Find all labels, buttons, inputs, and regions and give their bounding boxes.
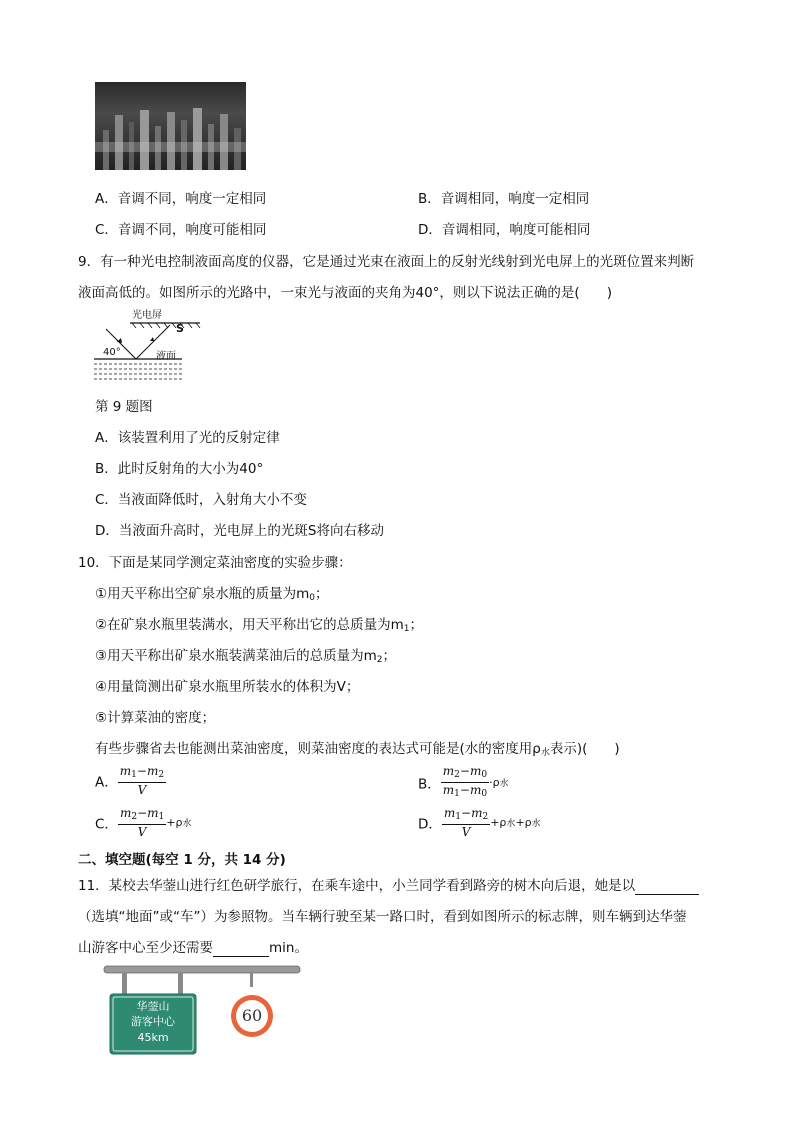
q8-option-b: B．音调相同，响度一定相同 xyxy=(418,191,590,207)
q8-option-c: C．音调不同，响度可能相同 xyxy=(95,222,267,238)
q8-option-d: D．音调相同，响度可能相同 xyxy=(418,222,591,238)
q9-fig-s-label: S xyxy=(176,322,184,335)
q10-step-5: ⑤计算菜油的密度； xyxy=(95,710,216,726)
sign-distance: 45km xyxy=(137,1031,169,1044)
q10-step-1: ①用天平称出空矿泉水瓶的质量为$m_0$； xyxy=(95,586,329,603)
q11-line2: （选填“地面”或“车”）为参照物。当车辆行驶至某一路口时，看到如图所示的标志牌，则车辆到达华蓥 xyxy=(78,909,687,925)
q10-question: 有些步骤省去也能测出菜油密度，则菜油密度的表达式可能是(水的密度用$\rho_水$表示)( ) xyxy=(95,741,620,758)
section-title-fill-in: 二、填空题(每空 1 分，共 14 分) xyxy=(78,852,286,868)
q10-option-c: C． $\frac{m_2-m_1}{V}$ +ρ水 xyxy=(95,806,192,839)
q9-fig-screen-label: 光电屏 xyxy=(132,310,162,321)
q10-option-d: D． $\frac{m_1-m_2}{V}$ +ρ水+ρ水 xyxy=(418,806,541,839)
q10-option-b: B． $\frac{m_2-m_0}{m_1-m_0}$ ·ρ水 xyxy=(418,764,509,799)
q8-option-a: A．音调不同，响度一定相同 xyxy=(95,191,267,207)
q9-option-c: C．当液面降低时，入射角大小不变 xyxy=(95,492,307,508)
q9-fig-angle-label: 40° xyxy=(103,347,121,358)
q10-step-3: ③用天平称出矿泉水瓶装满菜油后的总质量为$m_2$； xyxy=(95,648,396,665)
q9-stem-line1: 9．有一种光电控制液面高度的仪器，它是通过光束在液面上的反射光线射到光电屏上的光斑位置来判断 xyxy=(78,254,695,270)
q10-option-a: A． $\frac{m_1-m_2}{V}$ xyxy=(95,764,165,797)
q9-option-d: D．当液面升高时，光电屏上的光斑S将向右移动 xyxy=(95,523,384,539)
q9-option-a: A．该装置利用了光的反射定律 xyxy=(95,430,280,446)
q11-blank-1[interactable] xyxy=(635,878,699,895)
q9-option-b: B．此时反射角的大小为40° xyxy=(95,461,264,477)
q11-blank-2[interactable] xyxy=(213,940,269,957)
q10-stem: 10．下面是某同学测定菜油密度的实验步骤： xyxy=(78,555,352,571)
concert-photo xyxy=(95,82,246,170)
sign-line-2: 游客中心 xyxy=(131,1015,175,1028)
q10-step-4: ④用量筒测出矿泉水瓶里所装水的体积为V； xyxy=(95,679,360,695)
speed-limit-sign: 60 xyxy=(241,1006,263,1025)
q11-line3: 山游客中心至少还需要 min。 xyxy=(78,940,308,956)
sign-line-1: 华蓥山 xyxy=(136,1000,170,1013)
q10-step-2: ②在矿泉水瓶里装满水，用天平称出它的总质量为$m_1$； xyxy=(95,617,423,634)
q9-stem-line2: 液面高低的。如图所示的光路中，一束光与液面的夹角为40°，则以下说法正确的是( ) xyxy=(78,285,612,301)
q9-fig-liquid-label: 液面 xyxy=(156,351,176,362)
q11-line1: 11．某校去华蓥山进行红色研学旅行，在乘车途中，小兰同学看到路旁的树木向后退，她是以 xyxy=(78,874,699,895)
q9-caption: 第 9 题图 xyxy=(95,399,153,415)
